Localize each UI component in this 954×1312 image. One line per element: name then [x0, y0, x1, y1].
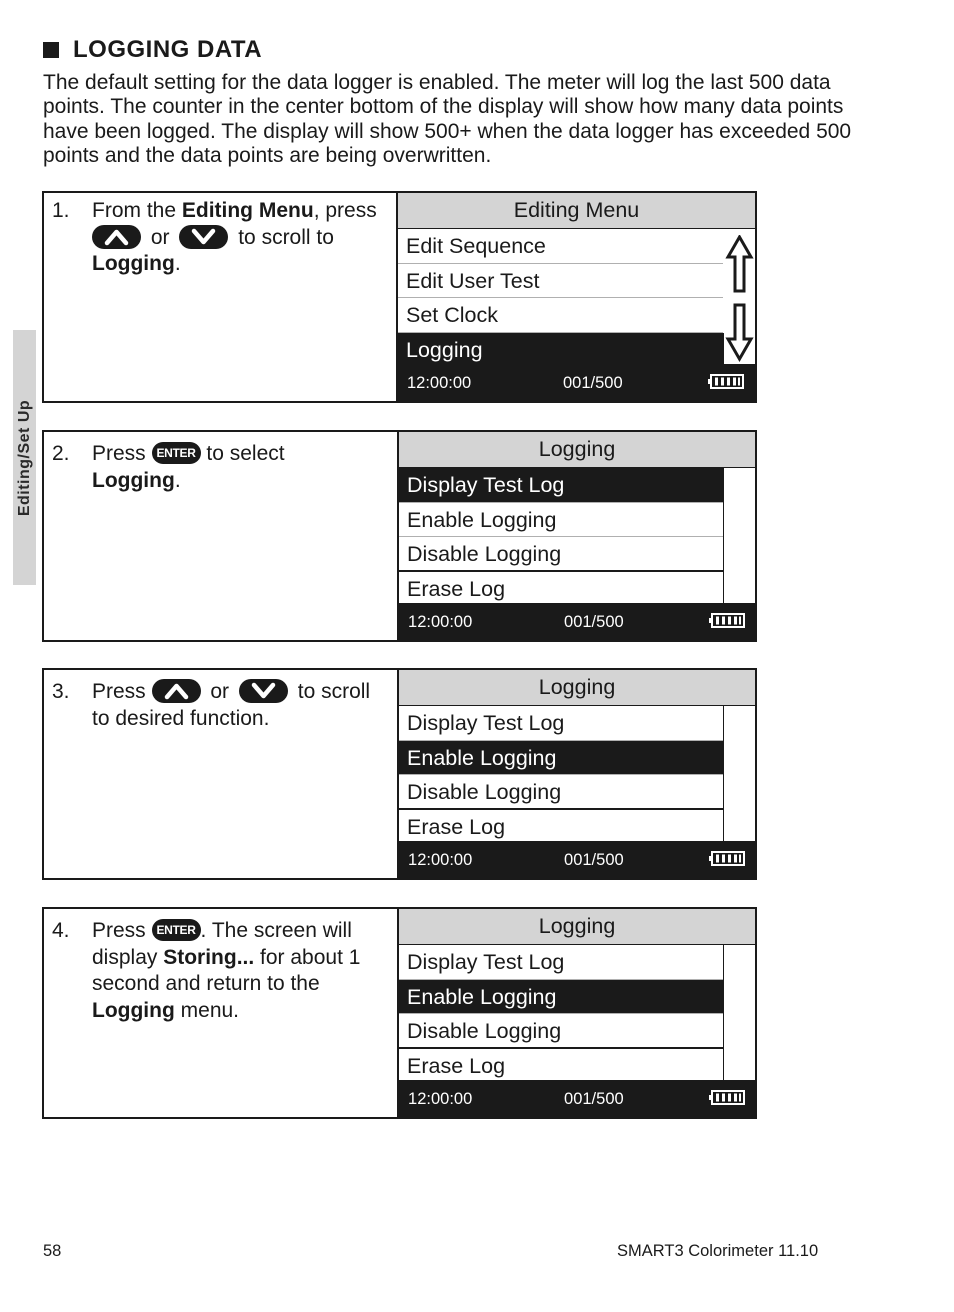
step-bold: Storing... [163, 945, 255, 969]
menu-item-selected: Logging [398, 333, 755, 368]
clock-readout: 12:00:00 [408, 613, 473, 631]
menu-item: Set Clock [398, 298, 723, 333]
status-bar [399, 603, 755, 640]
step-1 [42, 191, 757, 403]
log-counter: 001/500 [563, 374, 623, 392]
status-bar [398, 364, 755, 401]
step-text: . The screen will display [92, 919, 352, 969]
step-bold: Logging [92, 468, 175, 492]
step-text: to select [206, 442, 285, 465]
step-text: or [150, 225, 170, 249]
enter-button-icon: ENTER [152, 442, 201, 464]
battery-icon [709, 851, 745, 866]
meter-screen [399, 670, 755, 878]
step-text: menu. [174, 998, 240, 1022]
clock-readout: 12:00:00 [408, 1090, 473, 1108]
step-2 [42, 430, 757, 642]
section-heading [43, 36, 262, 64]
step-1-text [44, 193, 398, 401]
menu-item: Edit Sequence [398, 229, 723, 264]
menu-list [399, 468, 755, 606]
log-counter: 001/500 [564, 1090, 624, 1108]
menu-list [398, 229, 755, 367]
log-counter: 001/500 [564, 851, 624, 869]
meter-screen [398, 193, 755, 401]
status-bar [399, 1080, 755, 1117]
meter-screen [399, 432, 755, 640]
step-text: to scroll to [238, 225, 334, 249]
status-bar [399, 841, 755, 878]
menu-item-selected: Enable Logging [399, 741, 724, 776]
step-3 [42, 668, 757, 880]
scrollbar [723, 706, 755, 844]
menu-item: Disable Logging [399, 775, 724, 810]
menu-item: Display Test Log [399, 945, 724, 980]
step-bold: Editing Menu [181, 199, 314, 222]
step-4-text [44, 909, 399, 1117]
menu-item-selected: Display Test Log [399, 468, 724, 503]
battery-icon [708, 374, 744, 389]
heading-text: LOGGING DATA [73, 36, 263, 63]
step-number: 3. [52, 680, 70, 703]
screen-title: Logging [399, 909, 755, 945]
menu-item: Disable Logging [399, 537, 724, 572]
menu-list [399, 945, 755, 1083]
meter-screen [399, 909, 755, 1117]
scrollbar [723, 945, 755, 1083]
step-text: Press [92, 442, 146, 465]
menu-item: Edit User Test [398, 264, 723, 299]
up-arrow-button-icon [92, 225, 141, 249]
step-text: or [210, 680, 230, 703]
step-text: From the [92, 199, 182, 222]
menu-item-selected: Enable Logging [399, 980, 724, 1015]
battery-icon [709, 1090, 745, 1105]
step-bold: Logging [92, 998, 175, 1022]
step-number: 2. [52, 442, 70, 465]
step-text: to scroll [297, 680, 371, 703]
clock-readout: 12:00:00 [407, 374, 472, 392]
menu-item: Enable Logging [399, 503, 724, 538]
down-arrow-button-icon [179, 225, 228, 249]
step-3-text [44, 670, 399, 878]
step-bold: Logging [92, 252, 175, 275]
down-arrow-button-icon [239, 679, 288, 703]
screen-title: Editing Menu [398, 193, 755, 229]
step-2-text [44, 432, 399, 640]
scrollbar [723, 468, 755, 606]
step-text: to desired function. [92, 706, 270, 730]
menu-item: Erase Log [399, 810, 724, 845]
enter-button-icon: ENTER [152, 919, 201, 941]
step-number: 4. [52, 919, 70, 942]
step-number: 1. [52, 199, 70, 222]
clock-readout: 12:00:00 [408, 851, 473, 869]
intro-paragraph: The default setting for the data logger is enabled. The meter will log the last 500 data points. The counter in the center bottom of the display will show how many data points have been logged. The display will show 500+ when the data logger has exceeded 500 points and the data points are being overwritten. [43, 71, 852, 167]
up-arrow-button-icon [152, 679, 201, 703]
step-text: Press [92, 680, 146, 703]
document-title: SMART3 Colorimeter 11.10 [617, 1242, 819, 1260]
step-text: . [174, 468, 181, 492]
menu-list [399, 706, 755, 844]
side-tab [13, 330, 36, 585]
screen-title: Logging [399, 432, 755, 468]
page-number: 58 [43, 1242, 62, 1260]
step-text: . [174, 252, 181, 275]
side-tab-label: Editing/Set Up [15, 399, 33, 516]
menu-item: Erase Log [399, 572, 724, 607]
menu-item: Erase Log [399, 1049, 724, 1084]
step-4 [42, 907, 757, 1119]
menu-item: Disable Logging [399, 1014, 724, 1049]
step-text: Press [92, 919, 146, 942]
battery-icon [709, 613, 745, 628]
square-bullet-icon [43, 42, 59, 58]
screen-title: Logging [399, 670, 755, 706]
menu-item: Display Test Log [399, 706, 724, 741]
log-counter: 001/500 [564, 613, 624, 631]
step-text: , press [313, 199, 377, 222]
step-text: for about 1 second and return to the [92, 945, 361, 995]
scroll-arrows-icon [724, 229, 755, 367]
